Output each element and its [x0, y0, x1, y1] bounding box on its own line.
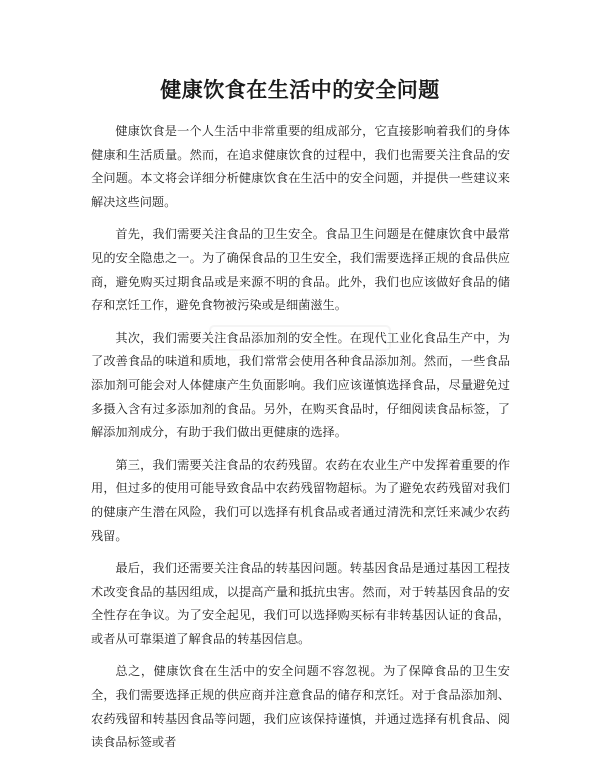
paragraph-gmo: 最后，我们还需要关注食品的转基因问题。转基因食品是通过基因工程技术改变食品的基因组成，以提高产量和抵抗虫害。然而，对于转基因食品的安全性存在争议。为了安全起见，我们可以选择购买标有非转基因认证的食品，或者从可靠渠道了解食品的转基因信息。 [91, 561, 510, 646]
paragraph-conclusion: 总之，健康饮食在生活中的安全问题不容忽视。为了保障食品的卫生安全，我们需要选择正规的供应商并注意食品的储存和烹饪。对于食品添加剂、农药残留和转基因食品等问题，我们应该保持谨慎，并通过选择有机食品、阅读食品标签或者 [91, 664, 510, 750]
paragraph-additives: 其次，我们需要关注食品添加剂的安全性。在现代工业化食品生产中，为了改善食品的味道和质地，我们常常会使用各种食品添加剂。然而，一些食品添加剂可能会对人体健康产生负面影响。我们应该谨慎选择食品，尽量避免过多摄入含有过多添加剂的食品。另外，在购买食品时，仔细阅读食品标签，了解添加剂成分，有助于我们做出更健康的选择。 [91, 330, 510, 440]
paragraph-pesticides: 第三，我们需要关注食品的农药残留。农药在农业生产中发挥着重要的作用，但过多的使用可能导致食品中农药残留物超标。为了避免农药残留对我们的健康产生潜在风险，我们可以选择有机食品或者通过清洗和烹饪来减少农药残留。 [91, 457, 510, 543]
document-body [91, 120, 510, 764]
page-title: 健康饮食在生活中的安全问题 [160, 78, 440, 102]
paragraph-hygiene: 首先，我们需要关注食品的卫生安全。食品卫生问题是在健康饮食中最常见的安全隐患之一。为了确保食品的卫生安全，我们需要选择正规的食品供应商，避免购买过期食品或是来源不明的食品。此外，我们也应该做好食品的储存和烹饪工作，避免食物被污染或是细菌滋生。 [91, 227, 510, 313]
paragraph-intro: 健康饮食是一个人生活中非常重要的组成部分，它直接影响着我们的身体健康和生活质量。然而，在追求健康饮食的过程中，我们也需要关注食品的安全问题。本文将会详细分析健康饮食在生活中的安全问题，并提供一些建议来解决这些问题。 [91, 124, 510, 209]
